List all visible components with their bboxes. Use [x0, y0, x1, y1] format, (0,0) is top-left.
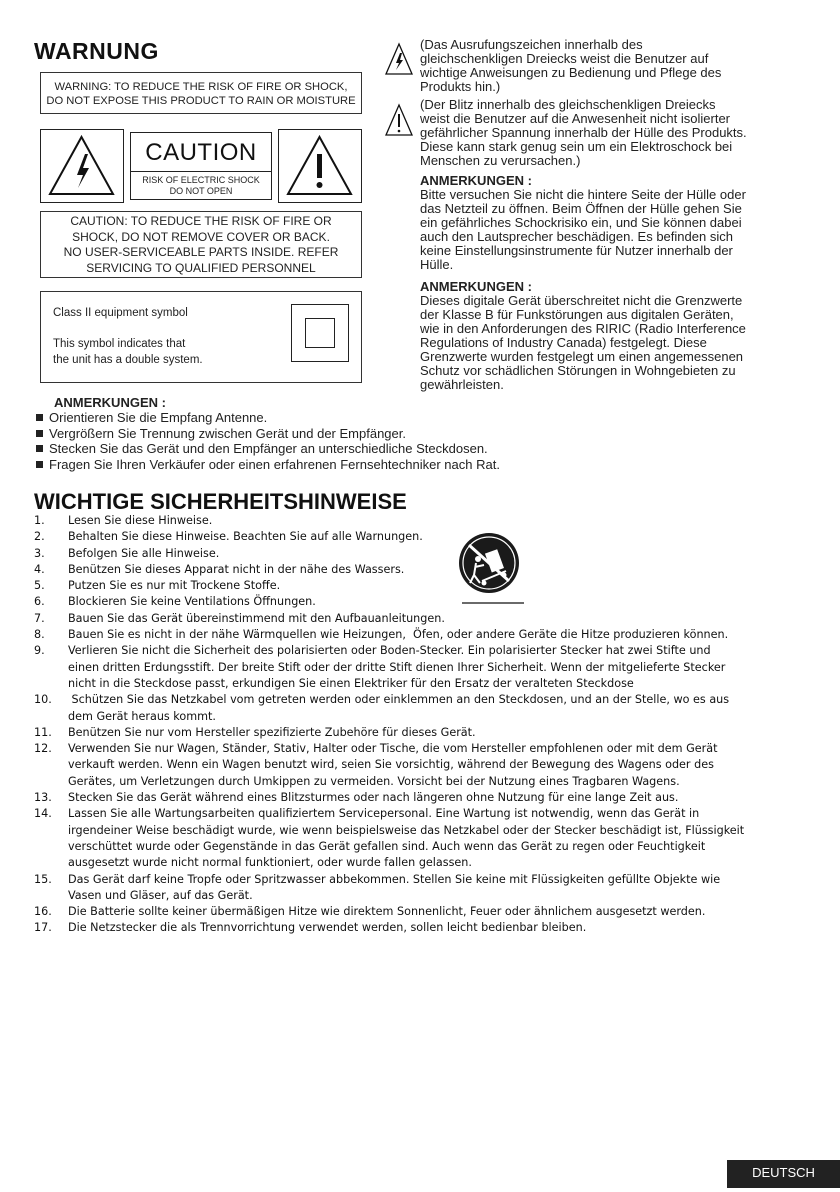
- safety-item-line: einen dritten Erdungsstift. Der breite Stift oder der dritte Stift dienen Ihrer Sicherheit. Wenn der mitgelieferte Stecker: [68, 660, 726, 674]
- safety-item-line: nicht in die Steckdose passt, erkundigen Sie einen Elektriker für den Ersatz der veralteten Steckdose: [68, 676, 634, 690]
- safety-item-line: Blockieren Sie keine Ventilations Öffnungen.: [68, 595, 316, 609]
- bottom-notes-heading: ANMERKUNGEN :: [54, 395, 166, 410]
- safety-item: [34, 529, 804, 545]
- note1-line: das Netzteil zu öffnen. Beim Öffnen der Hülle gehen Sie: [420, 201, 742, 216]
- caution-text-3: NO USER-SERVICEABLE PARTS INSIDE. REFER: [63, 245, 339, 259]
- safety-item-line: Putzen Sie es nur mit Trockene Stoffe.: [68, 579, 281, 593]
- safety-item-number: 11.: [34, 725, 52, 739]
- safety-item-line: Vasen und Gläser, auf das Gerät.: [68, 888, 253, 902]
- note1-line: keine Einstellungsinstrumente für Nutzer innerhalb der: [420, 243, 733, 258]
- note1-line: auch den Lautsprecher beschädigen. Es befinden sich: [420, 229, 733, 244]
- note2-block: [420, 280, 746, 392]
- rain-warning-box: [40, 72, 362, 114]
- safety-item-line: Benützen Sie dieses Apparat nicht in der nähe des Wassers.: [68, 562, 405, 576]
- exclamation-small-icon: [384, 103, 414, 142]
- safety-item: [34, 627, 804, 643]
- class2-symbol-icon: [291, 304, 349, 362]
- caution-label-box: [130, 132, 272, 200]
- safety-item-line: Lesen Sie diese Hinweise.: [68, 514, 213, 527]
- safety-item-text: [68, 872, 804, 905]
- lightning-note-line: (Das Ausrufungszeichen innerhalb des: [420, 37, 643, 52]
- safety-item-number: 15.: [34, 872, 52, 886]
- bullet-text: Stecken Sie das Gerät und den Empfänger an unterschiedliche Steckdosen.: [49, 441, 488, 456]
- note1-line: Bitte versuchen Sie nicht die hintere Seite der Hülle oder: [420, 187, 746, 202]
- safety-item-line: Die Batterie sollte keiner übermäßigen Hitze wie direktem Sonnenlicht, Feuer oder ähnlichem ausgesetzt werden.: [68, 905, 706, 919]
- safety-item-number: 6.: [34, 595, 45, 609]
- note2-line: der Klasse B für Funkstörungen aus digitalen Geräten,: [420, 307, 734, 322]
- safety-item: [34, 806, 804, 871]
- note2-line: Grenzwerte wurden festgelegt um einen angemessenen: [420, 349, 744, 364]
- safety-item-number: 4.: [34, 562, 45, 576]
- safety-item: [34, 578, 804, 594]
- caution-text-box: [40, 211, 362, 278]
- exclaim-note-line: Menschen zu verursachen.): [420, 153, 581, 168]
- exclaim-note-line: (Der Blitz innerhalb des gleichschenkligen Dreiecks: [420, 97, 716, 112]
- safety-item-text: [68, 643, 804, 692]
- note1-heading: ANMERKUNGEN :: [420, 173, 532, 188]
- safety-item-number: 17.: [34, 921, 52, 935]
- safety-item-number: 16.: [34, 905, 52, 919]
- note1-line: ein gefährliches Schockrisiko ein, und Sie können dabei: [420, 215, 742, 230]
- safety-item-line: Befolgen Sie alle Hinweise.: [68, 546, 220, 560]
- safety-item-text: [68, 578, 804, 594]
- warnung-title: WARNUNG: [34, 38, 159, 64]
- safety-item: [34, 611, 804, 627]
- safety-item-line: dem Gerät heraus kommt.: [68, 709, 216, 723]
- safety-item-line: Lassen Sie alle Wartungsarbeiten qualifiziertem Servicepersonal. Eine Wartung ist notwendig, wenn das Gerät in: [68, 807, 700, 821]
- language-tab: DEUTSCH: [727, 1160, 840, 1188]
- bullet-square-icon: [36, 414, 43, 421]
- safety-item-number: 9.: [34, 644, 45, 658]
- safety-item-text: [68, 692, 804, 725]
- bullet-item: [34, 426, 500, 442]
- safety-item-line: verschüttet wurde oder Gegenstände in das Gerät gefallen sind. Auch wenn das Gerät zu regen oder Feuchtigkeit: [68, 839, 706, 853]
- safety-item-text: [68, 725, 804, 741]
- lightning-note: [420, 38, 721, 94]
- rain-warning-line-1: WARNING: TO REDUCE THE RISK OF FIRE OR SHOCK,: [54, 81, 348, 93]
- bullet-text: Fragen Sie Ihren Verkäufer oder einen erfahrenen Fernsehtechniker nach Rat.: [49, 456, 500, 472]
- safety-item-line: Das Gerät darf keine Tropfe oder Spritzwasser abbekommen. Stellen Sie keine mit Flüssigkeiten gefüllte Objekte wie: [68, 872, 721, 886]
- safety-item-number: 5.: [34, 579, 45, 593]
- safety-item-text: [68, 546, 804, 562]
- note1-block: [420, 174, 746, 272]
- safety-item-line: verkauft werden. Wenn ein Wagen benutzt wird, seien Sie vorsichtig, während der Bewegung des Wagens oder des: [68, 758, 714, 772]
- safety-item: [34, 790, 804, 806]
- caution-title: CAUTION: [145, 139, 257, 166]
- note2-line: Dieses digitale Gerät überschreitet nicht die Grenzwerte: [420, 293, 743, 308]
- safety-item-number: 8.: [34, 628, 45, 642]
- bottom-notes-list: [34, 410, 500, 472]
- safety-item-number: 2.: [34, 530, 45, 544]
- safety-item-line: Gerätes, um Verletzungen durch Umkippen zu vermeiden. Vorsicht bei der Nutzung eines Tragbaren Wagens.: [68, 774, 680, 788]
- safety-item-line: Verwenden Sie nur Wagen, Ständer, Stativ, Halter oder Tische, die vom Hersteller empfohlenen oder mit dem Gerät: [68, 742, 718, 756]
- safety-item: [34, 872, 804, 905]
- safety-item-text: [68, 790, 804, 806]
- note1-line: Hülle.: [420, 257, 454, 272]
- safety-item-text: [68, 562, 804, 578]
- caution-text-4: SERVICING TO QUALIFIED PERSONNEL: [86, 260, 316, 275]
- safety-item: [34, 692, 804, 725]
- lightning-small-icon: [384, 42, 414, 81]
- safety-item-number: 14.: [34, 807, 52, 821]
- safety-item-text: [68, 513, 804, 529]
- bullet-square-icon: [36, 430, 43, 437]
- lightning-note-line: Produkts hin.): [420, 79, 501, 94]
- safety-item-line: Verlieren Sie nicht die Sicherheit des polarisierten oder Boden-Stecker. Ein polarisierter Stecker hat zwei Stifte und: [68, 644, 711, 658]
- safety-item-line: Schützen Sie das Netzkabel vom getreten werden oder einklemmen an den Steckdosen, und an der Stelle, wo es aus: [68, 693, 730, 707]
- safety-item-text: [68, 594, 804, 610]
- note2-line: gewährleisten.: [420, 377, 504, 392]
- exclamation-triangle-box: [278, 129, 362, 203]
- exclaim-note-line: weist die Benutzer auf die Anwesenheit nicht isolierter: [420, 111, 731, 126]
- class2-description: [53, 337, 203, 368]
- safety-item-number: 7.: [34, 611, 45, 625]
- note2-line: Regulations of Industry Canada) festgelegt. Diese: [420, 335, 707, 350]
- note2-heading: ANMERKUNGEN :: [420, 279, 532, 294]
- bullet-item: [34, 441, 500, 457]
- exclaim-note-line: Diese kann stark genug sein um ein Elektroschock bei: [420, 139, 733, 154]
- lightning-note-line: wichtige Anweisungen zu Bedienung und Pflege des: [420, 65, 722, 80]
- exclamation-warning-icon: [279, 130, 360, 201]
- note2-line: Schutz vor schädlichen Störungen in Wohngebieten zu: [420, 363, 736, 378]
- bullet-text: Vergrößern Sie Trennung zwischen Gerät und der Empfänger.: [49, 425, 406, 441]
- safety-item: [34, 725, 804, 741]
- safety-item-text: [68, 611, 804, 627]
- safety-item-text: [68, 529, 804, 545]
- bullet-item: [34, 410, 500, 426]
- safety-item-line: Benützen Sie nur vom Hersteller spezifizierte Zubehöre für dieses Gerät.: [68, 725, 476, 739]
- lightning-note-line: gleichschenkligen Dreiecks weist die Benutzer auf: [420, 51, 709, 66]
- safety-item-number: 13.: [34, 791, 52, 805]
- lightning-warning-icon: [41, 130, 122, 201]
- class2-line-2: the unit has a double system.: [53, 353, 203, 366]
- safety-item-line: irgendeiner Weise beschädigt wurde, wie wenn beispielsweise das Netzkabel oder der Stecker beschädigt ist, Flüssigkeit: [68, 823, 745, 837]
- class2-box: [40, 291, 362, 383]
- safety-item-number: 3.: [34, 546, 45, 560]
- safety-title: WICHTIGE SICHERHEITSHINWEISE: [34, 489, 407, 514]
- rain-warning-line-2: DO NOT EXPOSE THIS PRODUCT TO RAIN OR MOISTURE: [46, 95, 356, 107]
- safety-item-line: Behalten Sie diese Hinweise. Beachten Sie auf alle Warnungen.: [68, 530, 423, 544]
- bullet-square-icon: [36, 461, 43, 468]
- note2-line: wie in den Anforderungen des RIRIC (Radio Interference: [420, 321, 746, 336]
- cart-tipover-warning-icon: [458, 531, 524, 612]
- safety-item: [34, 513, 804, 529]
- safety-item-number: 10.: [34, 693, 52, 707]
- safety-item-line: Bauen Sie das Gerät übereinstimmend mit den Aufbauanleitungen.: [68, 611, 445, 625]
- caution-sub-2: DO NOT OPEN: [169, 186, 233, 196]
- safety-item-line: ausgesetzt wurde nicht normal funktioniert, oder wurde fallen gelassen.: [68, 856, 472, 870]
- safety-item-number: 1.: [34, 514, 45, 527]
- safety-item: [34, 562, 804, 578]
- lightning-triangle-box: [40, 129, 124, 203]
- safety-item-text: [68, 627, 804, 643]
- caution-text-1: CAUTION: TO REDUCE THE RISK OF FIRE OR: [70, 214, 332, 228]
- bullet-text: Orientieren Sie die Empfang Antenne.: [49, 410, 268, 425]
- caution-text-2: SHOCK, DO NOT REMOVE COVER OR BACK.: [72, 229, 330, 244]
- safety-item: [34, 904, 804, 920]
- safety-item-text: [68, 806, 804, 871]
- safety-item: [34, 643, 804, 692]
- bullet-square-icon: [36, 445, 43, 452]
- safety-item-text: [68, 920, 804, 936]
- safety-item-text: [68, 741, 804, 790]
- safety-item-line: Bauen Sie es nicht in der nähe Wärmquellen wie Heizungen, Öfen, oder andere Geräte die Hitze produzieren können.: [68, 628, 729, 642]
- class2-line-1: This symbol indicates that: [53, 338, 186, 350]
- safety-item-line: Die Netzstecker die als Trennvorrichtung verwendet werden, sollen leicht bedienbar bleiben.: [68, 921, 587, 935]
- safety-item: [34, 741, 804, 790]
- safety-item-line: Stecken Sie das Gerät während eines Blitzsturmes oder nach längeren ohne Nutzung für eine lange Zeit aus.: [68, 791, 679, 805]
- class2-heading: Class II equipment symbol: [53, 307, 188, 319]
- safety-item: [34, 920, 804, 936]
- exclaim-note-line: gefährlicher Spannung innerhalb der Hülle des Produkts.: [420, 125, 747, 140]
- safety-item: [34, 594, 804, 610]
- safety-item: [34, 546, 804, 562]
- safety-list: [34, 513, 804, 937]
- safety-item-text: [68, 904, 804, 920]
- exclaim-note: [420, 98, 747, 168]
- caution-sub-1: RISK OF ELECTRIC SHOCK: [142, 175, 260, 185]
- safety-item-number: 12.: [34, 742, 52, 756]
- bullet-item: [34, 457, 500, 473]
